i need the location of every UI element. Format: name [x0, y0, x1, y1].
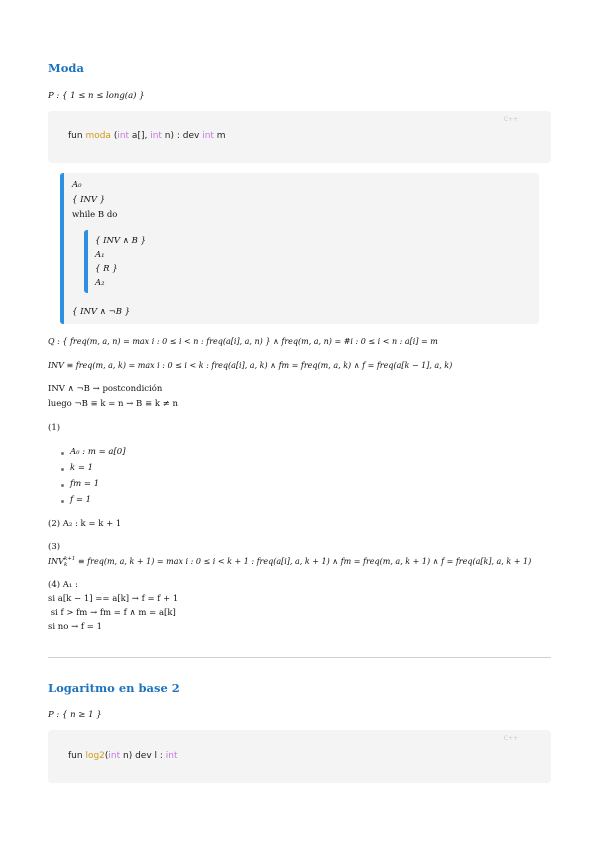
inv-superscript: k+1: [63, 556, 76, 562]
code-block-log2: [48, 730, 551, 783]
step-3-label: (3): [48, 542, 61, 552]
step-4-line: si a[k − 1] == a[k] → f = f + 1: [48, 594, 179, 604]
algorithm-box-inner: [84, 230, 522, 293]
algorithm-line: A₂: [95, 278, 105, 288]
code-keyword: int: [165, 751, 178, 761]
code-token: a[],: [129, 131, 151, 141]
algorithm-line: while B do: [72, 210, 118, 220]
invariant-definition: INV ≡ freq(m, a, k) = max i : 0 ≤ i < k : freq(a[i], a, k) ∧ fm = freq(m, a, k) ∧ f = freq(a[k − 1], a, k): [48, 361, 453, 370]
algorithm-line: A₀: [72, 180, 82, 190]
post-line-2: luego ¬B ≡ k = n → B ≡ k ≠ n: [48, 399, 178, 409]
code-keyword: int: [108, 751, 121, 761]
code-token: n) dev l :: [120, 751, 166, 761]
bullet: [61, 484, 64, 487]
list-item: f = 1: [70, 495, 92, 505]
code-token: n) : dev: [161, 131, 203, 141]
code-keyword: int: [117, 131, 130, 141]
bullet: [61, 452, 64, 455]
list-item: A₀ : m = a[0]: [70, 447, 126, 457]
step-1-label: (1): [48, 423, 61, 433]
list-item: k = 1: [70, 463, 94, 473]
step-4-line: si no → f = 1: [48, 622, 102, 632]
inv-subscript: k: [63, 562, 68, 568]
algorithm-box-outer: [60, 173, 539, 324]
code-token: fun: [68, 131, 86, 141]
postcondition-q: Q : { freq(m, a, n) = max i : 0 ≤ i < n : freq(a[i], a, n) } ∧ freq(m, a, n) = #i : 0 ≤ i < n : a[i] = m: [48, 337, 438, 346]
code-line-moda: [68, 131, 226, 141]
code-token: m: [213, 131, 226, 141]
list-item: fm = 1: [70, 479, 100, 489]
precondition-log: P : { n ≥ 1 }: [48, 710, 102, 720]
inv-symbol: INV: [48, 557, 64, 566]
algorithm-line: { INV ∧ B }: [95, 236, 147, 246]
code-token: fun: [68, 751, 86, 761]
section-title-moda: Moda: [48, 61, 84, 75]
code-function-name: log2: [85, 751, 105, 761]
code-language-label: C++: [503, 116, 518, 123]
algorithm-line: A₁: [95, 250, 105, 260]
algorithm-line: { INV }: [72, 195, 106, 205]
step-3-equation: [48, 556, 531, 568]
inv-expression: ≡ freq(m, a, k + 1) = max i : 0 ≤ i < k + 1 : freq(a[i], a, k + 1) ∧ fm = freq(m, a, k + 1) ∧ f = freq(a[k], a, k + 1): [75, 557, 532, 566]
code-language-label: C++: [503, 735, 518, 742]
algorithm-line: { INV ∧ ¬B }: [72, 307, 131, 317]
code-function-name: moda: [85, 131, 111, 141]
code-token: (: [110, 131, 118, 141]
code-block-moda: [48, 111, 551, 163]
precondition-moda: P : { 1 ≤ n ≤ long(a) }: [48, 91, 145, 101]
code-keyword: int: [150, 131, 162, 141]
step-4-line: si f > fm → fm = f ∧ m = a[k]: [48, 608, 176, 618]
section-title-logaritmo: Logaritmo en base 2: [48, 681, 180, 695]
code-token: (: [104, 751, 109, 761]
bullet: [61, 468, 64, 471]
step-4-label: (4) A₁ :: [48, 580, 78, 590]
code-line-log2: [68, 751, 178, 761]
algorithm-line: { R }: [95, 264, 118, 274]
code-keyword: int: [202, 131, 214, 141]
section-divider: [48, 657, 551, 658]
step-2: (2) A₂ : k = k + 1: [48, 519, 122, 529]
post-line-1: INV ∧ ¬B → postcondición: [48, 384, 163, 394]
bullet: [61, 500, 64, 503]
